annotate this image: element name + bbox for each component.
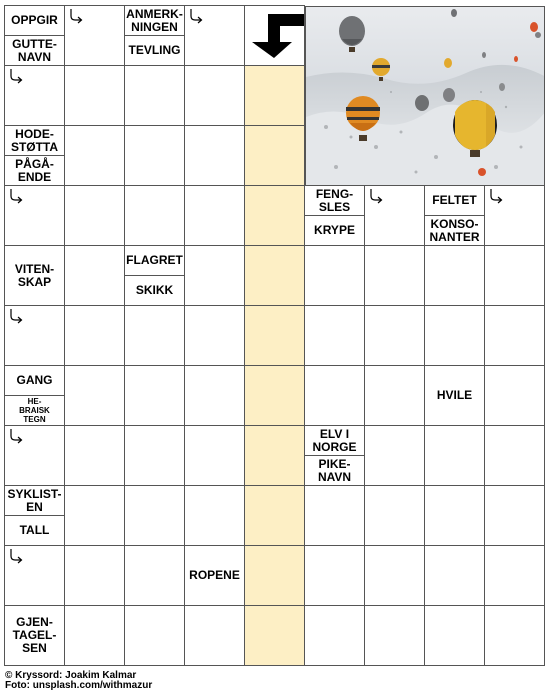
answer-cell[interactable] <box>4 305 65 366</box>
answer-cell[interactable] <box>124 125 185 186</box>
answer-cell[interactable] <box>124 485 185 546</box>
answer-cell[interactable] <box>184 365 245 426</box>
arrow-right-down-icon <box>368 188 384 206</box>
credit-crossword: © Kryssord: Joakim Kalmar <box>5 670 137 681</box>
answer-cell[interactable] <box>244 245 305 306</box>
answer-cell[interactable] <box>184 185 245 246</box>
answer-cell[interactable] <box>64 425 125 486</box>
arrow-right-down-icon <box>8 308 24 326</box>
answer-cell[interactable] <box>304 365 365 426</box>
clue-cell <box>124 245 185 306</box>
clue-text: VITEN- SKAP <box>14 261 55 289</box>
answer-cell[interactable] <box>64 245 125 306</box>
clue-cell <box>4 605 65 666</box>
clue-text: PÅGÅ- ENDE <box>15 156 54 184</box>
clue-text: SKIKK <box>135 283 174 297</box>
answer-cell[interactable] <box>304 245 365 306</box>
credit-photo: Foto: unsplash.com/withmazur <box>5 680 153 691</box>
clue-text: FELTET <box>432 193 477 207</box>
answer-cell[interactable] <box>124 305 185 366</box>
clue-text: OPPGIR <box>11 13 58 27</box>
answer-cell[interactable] <box>364 305 425 366</box>
answer-cell[interactable] <box>184 485 245 546</box>
clue-cell <box>4 125 65 186</box>
answer-cell[interactable] <box>484 605 545 666</box>
answer-cell[interactable] <box>304 545 365 606</box>
clue-text: FENG- SLES <box>315 186 354 214</box>
clue-text: KONSO- NANTER <box>429 216 480 244</box>
answer-cell[interactable] <box>484 305 545 366</box>
answer-cell[interactable] <box>424 605 485 666</box>
answer-cell[interactable] <box>304 485 365 546</box>
clue-text: FLAGRET <box>126 253 183 267</box>
clue-text: PIKE- NAVN <box>317 456 352 484</box>
answer-cell[interactable] <box>184 305 245 366</box>
answer-cell[interactable] <box>424 485 485 546</box>
answer-cell[interactable] <box>64 605 125 666</box>
answer-cell[interactable] <box>244 65 305 126</box>
answer-cell[interactable] <box>244 545 305 606</box>
answer-cell[interactable] <box>484 545 545 606</box>
clue-cell <box>4 5 65 66</box>
clue-cell <box>304 425 365 486</box>
clue-text: HODE- STØTTA <box>10 126 59 154</box>
answer-cell[interactable] <box>364 365 425 426</box>
clue-text: TEVLING <box>128 43 181 57</box>
arrow-right-down-icon <box>8 188 24 206</box>
answer-cell[interactable] <box>4 185 65 246</box>
answer-cell[interactable] <box>4 65 65 126</box>
answer-cell[interactable] <box>64 305 125 366</box>
answer-cell[interactable] <box>184 5 245 66</box>
answer-cell[interactable] <box>244 485 305 546</box>
answer-cell[interactable] <box>124 605 185 666</box>
answer-cell[interactable] <box>244 185 305 246</box>
arrow-right-down-icon <box>68 8 84 26</box>
answer-cell[interactable] <box>424 305 485 366</box>
answer-cell[interactable] <box>64 185 125 246</box>
clue-cell <box>4 485 65 546</box>
answer-cell[interactable] <box>424 545 485 606</box>
clue-cell <box>424 185 485 246</box>
arrow-right-down-icon <box>8 548 24 566</box>
arrow-right-down-icon <box>488 188 504 206</box>
answer-cell[interactable] <box>244 605 305 666</box>
clue-cell <box>304 185 365 246</box>
clue-cell <box>424 365 485 426</box>
clue-cell <box>124 5 185 66</box>
answer-cell[interactable] <box>124 185 185 246</box>
answer-cell[interactable] <box>184 125 245 186</box>
clue-text: GUTTE- NAVN <box>12 36 57 64</box>
answer-cell[interactable] <box>64 65 125 126</box>
clue-text: GANG <box>16 373 53 387</box>
hot-air-balloons-photo <box>305 6 545 186</box>
answer-cell[interactable] <box>184 425 245 486</box>
answer-cell[interactable] <box>364 605 425 666</box>
clue-text: GJEN- TAGEL- SEN <box>12 615 57 655</box>
answer-cell[interactable] <box>364 245 425 306</box>
answer-cell[interactable] <box>184 65 245 126</box>
answer-cell[interactable] <box>184 605 245 666</box>
answer-cell[interactable] <box>124 425 185 486</box>
clue-cell <box>4 245 65 306</box>
clue-text: SYKLIST- EN <box>7 486 62 514</box>
answer-cell[interactable] <box>484 425 545 486</box>
answer-cell[interactable] <box>304 305 365 366</box>
answer-cell[interactable] <box>244 365 305 426</box>
answer-cell[interactable] <box>484 485 545 546</box>
answer-cell[interactable] <box>124 365 185 426</box>
clue-text: TALL <box>19 523 50 537</box>
answer-cell[interactable] <box>484 245 545 306</box>
answer-cell[interactable] <box>364 545 425 606</box>
answer-cell[interactable] <box>4 545 65 606</box>
answer-cell[interactable] <box>364 425 425 486</box>
answer-cell[interactable] <box>64 5 125 66</box>
clue-text: KRYPE <box>314 223 355 237</box>
answer-cell[interactable] <box>64 545 125 606</box>
answer-cell[interactable] <box>364 185 425 246</box>
clue-text: ROPENE <box>189 568 240 582</box>
answer-cell[interactable] <box>244 305 305 366</box>
answer-cell[interactable] <box>304 605 365 666</box>
clue-text: ELV I NORGE <box>312 426 357 454</box>
clue-text: ANMERK- NINGEN <box>126 6 183 34</box>
answer-cell[interactable] <box>124 65 185 126</box>
answer-cell[interactable] <box>424 425 485 486</box>
answer-cell[interactable] <box>244 125 305 186</box>
answer-cell[interactable] <box>64 125 125 186</box>
clue-text: HVILE <box>436 388 473 402</box>
clue-cell <box>4 365 65 426</box>
arrow-right-down-icon <box>8 428 24 446</box>
answer-cell[interactable] <box>364 485 425 546</box>
answer-cell[interactable] <box>64 365 125 426</box>
answer-cell[interactable] <box>124 545 185 606</box>
answer-cell[interactable] <box>64 485 125 546</box>
answer-cell[interactable] <box>424 245 485 306</box>
answer-cell[interactable] <box>484 185 545 246</box>
answer-cell[interactable] <box>184 245 245 306</box>
arrow-down-left-icon <box>244 6 304 64</box>
answer-cell[interactable] <box>4 425 65 486</box>
clue-text: HE- BRAISK TEGN <box>19 397 50 424</box>
clue-cell <box>184 545 245 606</box>
arrow-right-down-icon <box>188 8 204 26</box>
arrow-right-down-icon <box>8 68 24 86</box>
answer-cell[interactable] <box>484 365 545 426</box>
answer-cell[interactable] <box>244 425 305 486</box>
